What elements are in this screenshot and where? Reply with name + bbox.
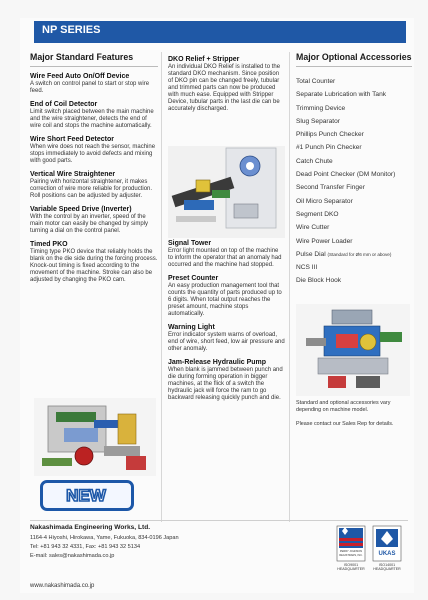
- title-rule: [296, 66, 412, 67]
- feature-heading: Wire Feed Auto On/Off Device: [30, 73, 130, 80]
- accessory-item: [296, 248, 412, 261]
- accessory-item: Catch Chute: [296, 157, 333, 165]
- feature-body: Pairing with horizontal straightener, it makes correction of wire more reliable for production. Roll positions can be adjusted by adjuster.: [30, 179, 153, 199]
- feature-heading: Jam-Release Hydraulic Pump: [168, 359, 267, 366]
- feature-heading: DKO Relief + Stripper: [168, 56, 240, 63]
- feature-item: [168, 324, 285, 353]
- header-rule: [34, 41, 406, 43]
- feature-body: A switch on control panel to start or stop wire feed.: [30, 81, 150, 94]
- new-logo: [40, 480, 134, 511]
- ukas-cert-logo: [372, 525, 402, 562]
- feature-heading: Signal Tower: [168, 240, 212, 247]
- feature-body: An individual DKO Relief is installed to the standard DKO mechanism. Since position of DKO pin can be changed freely, tubular and trimmed parts can now be produced with much ease. Equipped with Stripper Device, tubular parts in the last die can be accurately discharged.: [168, 64, 281, 112]
- accessory-list: [296, 75, 412, 288]
- accessory-item: Segment DKO: [296, 210, 339, 218]
- feature-item: [30, 241, 158, 284]
- column-divider: [289, 52, 290, 522]
- accessory-note: Standard and optional accessories vary depending on machine model.: [296, 400, 391, 413]
- ukas-cert-name: UKAS: [378, 551, 396, 557]
- company-name: Nakashimada Engineering Works, Ltd.: [30, 524, 151, 531]
- ukas-cert-label: ISO14001 HEADQUARTER: [373, 563, 401, 571]
- accessory-item: Separate Lubrication with Tank: [296, 91, 387, 99]
- standard-features-column: [30, 52, 158, 290]
- feature-heading: Warning Light: [168, 324, 215, 331]
- feature-item: [168, 240, 285, 269]
- company-email: E-mail: sales@nakashimada.co.jp: [30, 553, 115, 559]
- accessory-item: Dead Point Checker (DM Monitor): [296, 171, 396, 179]
- feature-heading: End of Coil Detector: [30, 101, 98, 108]
- company-website[interactable]: www.nakashimada.co.jp: [30, 583, 95, 589]
- pjr-cert-logo: [336, 525, 366, 562]
- feature-body: When wire does not reach the sensor, machine stops immediately to avoid defects and mixing with good parts.: [30, 144, 156, 164]
- accessory-item-label: Pulse Dial: [296, 250, 326, 258]
- pjr-cert-label: ISO9001 HEADQUARTER: [337, 563, 365, 571]
- feature-item: [30, 171, 158, 200]
- pko-mechanism-photo: [34, 398, 156, 476]
- feature-item: [30, 136, 158, 165]
- company-contact: [30, 534, 250, 561]
- sales-contact-note: Please contact our Sales Rep for details.: [296, 421, 394, 427]
- feature-heading: Variable Speed Drive (Inverter): [30, 206, 132, 213]
- title-rule: [30, 66, 158, 67]
- feature-heading: Vertical Wire Straightener: [30, 171, 116, 178]
- accessory-item: NCS III: [296, 264, 318, 272]
- pjr-cert-name: PERRY JOHNSON REGISTRARS, INC.: [339, 550, 363, 557]
- feature-body: An easy production management tool that counts the quantity of parts produced up to 6 digits. When total output reaches the preset amount, machine stops automatically.: [168, 283, 282, 317]
- feature-heading: Timed PKO: [30, 241, 68, 248]
- feature-body: Error indicator system warns of overload, end of wire, short feed, low air pressure and other anomaly.: [168, 332, 285, 352]
- company-phone: Tel: +81 943 32 4331, Fax: +81 943 32 5134: [30, 544, 141, 550]
- accessory-item: Phillips Punch Checker: [296, 131, 364, 139]
- feature-heading: Preset Counter: [168, 275, 219, 282]
- company-address: 1164-4 Hiyoshi, Hirokawa, Yame, Fukuoka, 834-0196 Japan: [30, 535, 179, 541]
- feature-body: With the control by an inverter, speed of the main motor can easily be changed by simply turning a dial on the control panel.: [30, 214, 149, 234]
- dko-relief-photo: [168, 146, 285, 238]
- extra-features-column-lower: [168, 240, 285, 408]
- column-divider: [161, 52, 162, 522]
- accessory-item: #1 Punch Pin Checker: [296, 144, 362, 152]
- accessory-item: Second Transfer Finger: [296, 184, 365, 192]
- feature-item: [30, 101, 158, 130]
- accessory-item: Total Counter: [296, 78, 336, 85]
- extra-features-column: [168, 56, 285, 119]
- accessory-item-note: (Standard for Ø6 mm or above): [327, 251, 392, 257]
- optional-accessories-title: Major Optional Accessories: [296, 52, 412, 62]
- accessory-item: Slug Separator: [296, 117, 340, 125]
- optional-accessory-photo: [296, 304, 410, 396]
- series-header: [34, 21, 406, 41]
- new-logo-text: NEW: [66, 486, 106, 504]
- feature-item: [168, 56, 285, 113]
- feature-heading: Wire Short Feed Detector: [30, 136, 114, 143]
- feature-body: Limit switch placed between the main machine and the wire straightener, detects the end of wire coil and stops the machine automatically.: [30, 109, 154, 129]
- feature-body: Error light mounted on top of the machine to inform the operator that an anomaly had occurred and the machine had stopped.: [168, 248, 282, 268]
- feature-item: [30, 206, 158, 235]
- optional-accessories-column: [296, 52, 412, 288]
- feature-body: When blank is jammed between punch and die during forming operation in bigger machines, at the flick of a switch the hydraulic jack will force the ram to go backward releasing quickly punch and die.: [168, 367, 283, 401]
- accessory-item: Die Block Hook: [296, 277, 342, 285]
- footer-rule: [30, 520, 408, 521]
- feature-item: [168, 359, 285, 402]
- series-title: NP SERIES: [42, 24, 101, 36]
- accessory-item: Oil Micro Separator: [296, 197, 353, 205]
- accessory-item: Trimming Device: [296, 104, 346, 112]
- accessory-item: Wire Cutter: [296, 224, 330, 232]
- feature-item: [168, 275, 285, 318]
- standard-features-title: Major Standard Features: [30, 52, 134, 62]
- feature-body: Timing type PKO device that reliably holds the blank on the die side during the forcing process. Knock-out timing is fixed according to the movement of the machine. Stroke can also be adjusted by changing the PKO cam.: [30, 249, 158, 283]
- feature-item: [30, 73, 158, 95]
- accessory-item: Wire Power Loader: [296, 237, 353, 245]
